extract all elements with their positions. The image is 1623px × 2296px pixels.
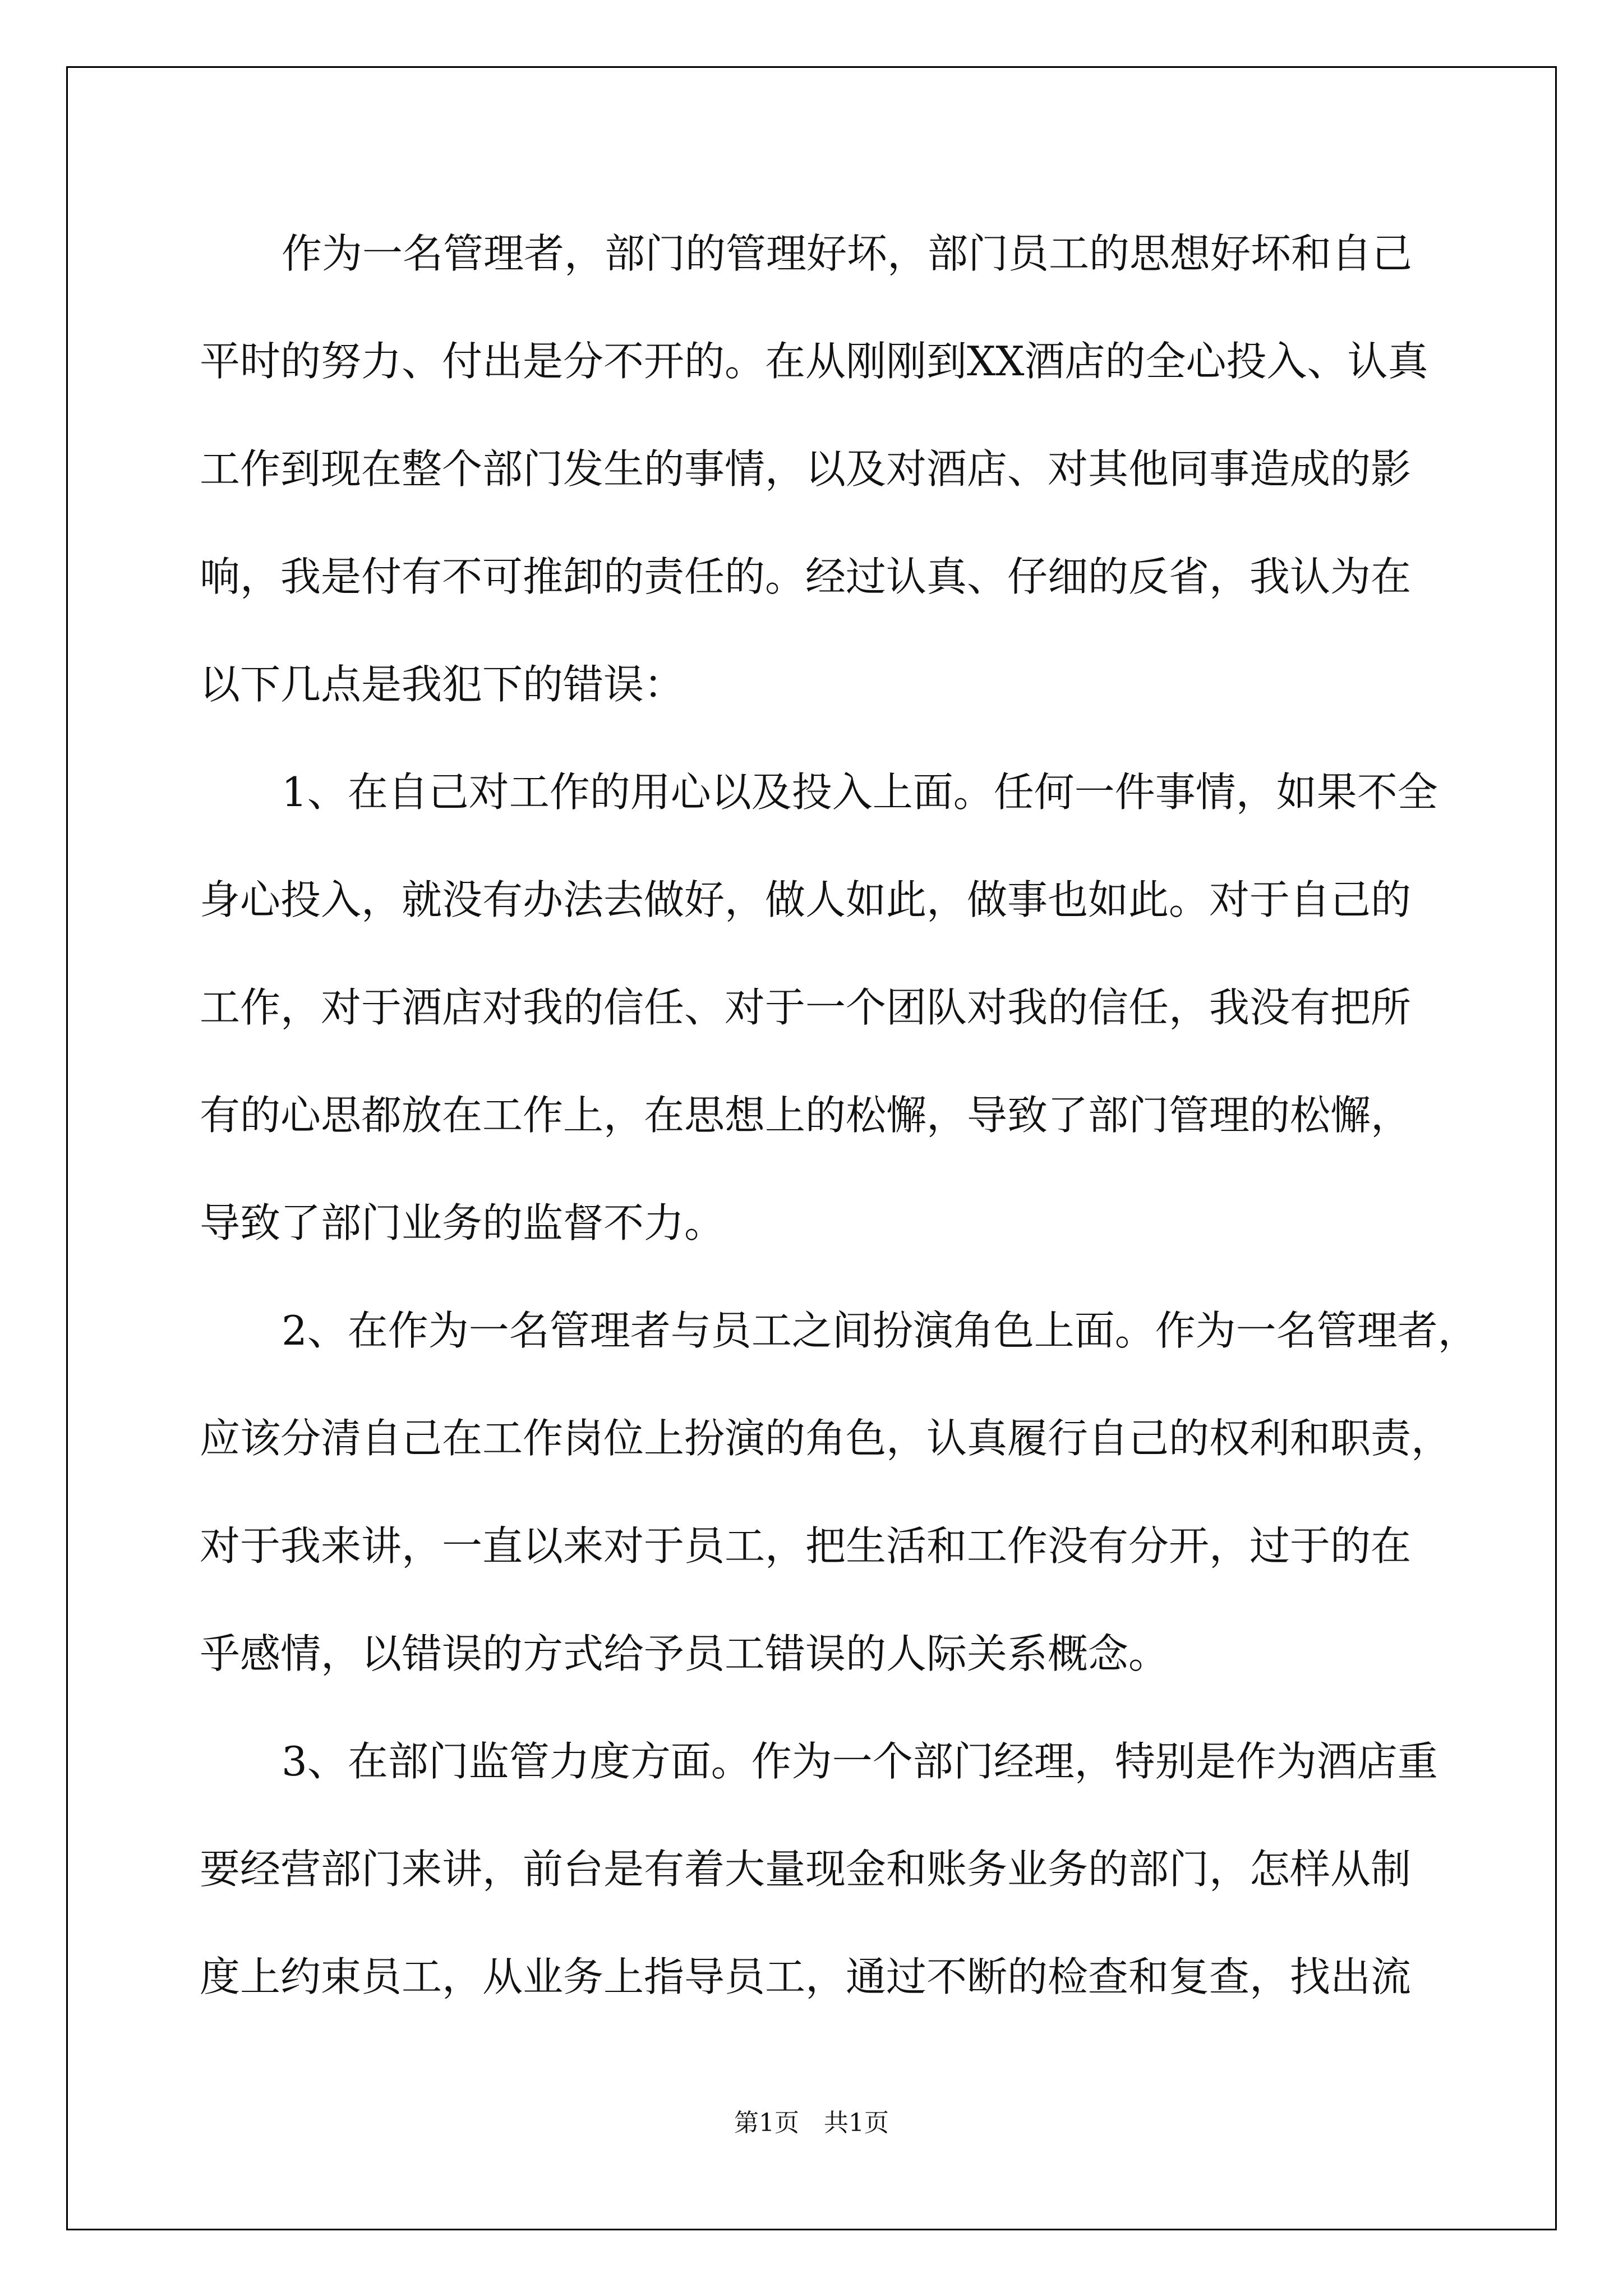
text-line: 平时的努力、付出是分不开的。在从刚刚到XX酒店的全心投入、认真 [200,338,1428,385]
text-line: 度上约束员工，从业务上指导员工，通过不断的检查和复查，找出流 [200,1953,1412,2000]
paragraph-1 [200,200,1433,738]
text-line: 对于我来讲，一直以来对于员工，把生活和工作没有分开，过于的在 [200,1522,1412,1570]
text-line: 应该分清自己在工作岗位上扮演的角色，认真履行自己的权利和职责， [200,1415,1452,1462]
paragraph-2 [200,738,1438,1277]
document-body [200,200,1478,2031]
text-line: 导致了部门业务的监督不力。 [200,1199,725,1246]
text-line: 工作，对于酒店对我的信任、对于一个团队对我的信任，我没有把所 [200,984,1412,1031]
text-line: 响，我是付有不可推卸的责任的。经过认真、仔细的反省，我认为在 [200,553,1412,600]
paragraph-4 [200,1708,1438,2031]
text-line: 有的心思都放在工作上，在思想上的松懈，导致了部门管理的松懈， [200,1092,1412,1139]
text-line: 作为一名管理者，部门的管理好坏，部门员工的思想好坏和自己 [282,230,1413,277]
text-line: 2、在作为一名管理者与员工之间扮演角色上面。作为一名管理者， [282,1307,1478,1354]
page-total: 共1页 [824,2109,889,2137]
text-line: 3、在部门监管力度方面。作为一个部门经理，特别是作为酒店重 [282,1738,1438,1785]
text-line: 乎感情，以错误的方式给予员工错误的人际关系概念。 [200,1630,1169,1677]
paragraph-3 [200,1277,1478,1708]
text-line: 身心投入，就没有办法去做好，做人如此，做事也如此。对于自己的 [200,876,1412,923]
page-footer [0,2106,1623,2140]
text-line: 要经营部门来讲，前台是有着大量现金和账务业务的部门，怎样从制 [200,1846,1412,1893]
page-number: 第1页 [734,2109,799,2137]
text-line: 工作到现在整个部门发生的事情，以及对酒店、对其他同事造成的影 [200,445,1412,493]
text-line: 1、在自己对工作的用心以及投入上面。任何一件事情，如果不全 [282,769,1438,816]
text-line: 以下几点是我犯下的错误： [200,661,685,708]
